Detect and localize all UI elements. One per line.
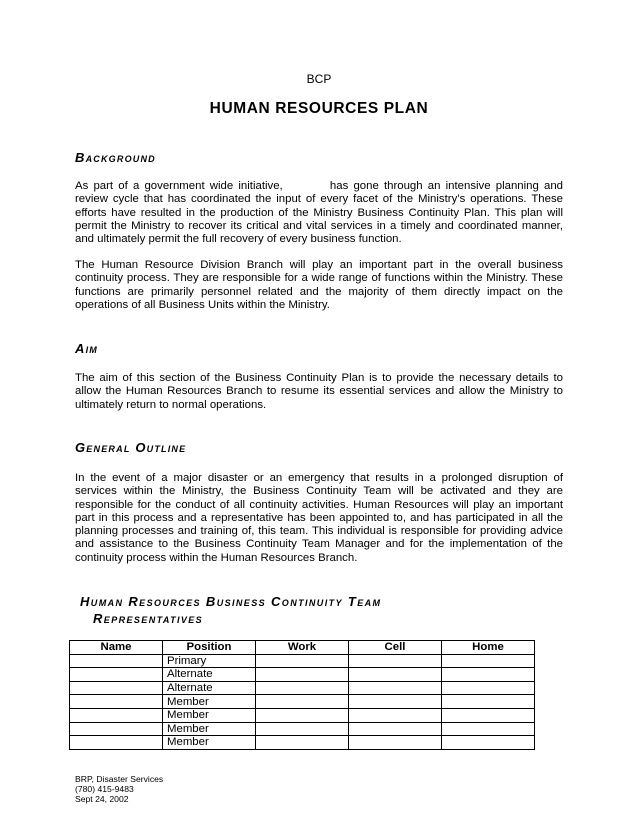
table-row — [70, 654, 535, 668]
name-cell[interactable] — [70, 695, 163, 709]
column-header-work: Work — [256, 641, 349, 655]
position-cell: Member — [163, 722, 256, 736]
aim-paragraph: The aim of this section of the Business Continuity Plan is to provide the necessary details to allow the Human Resources Branch to resume its essential services and allow the Ministry to ultimately return to normal operations. — [75, 372, 563, 411]
section-heading-general-outline: General Outline — [75, 440, 187, 455]
column-header-cell: Cell — [349, 641, 442, 655]
work-cell[interactable] — [256, 708, 349, 722]
name-cell[interactable] — [70, 722, 163, 736]
table-row — [70, 736, 535, 750]
name-cell[interactable] — [70, 708, 163, 722]
cell-phone-cell[interactable] — [349, 668, 442, 682]
table-row — [70, 668, 535, 682]
team-section-heading — [80, 593, 381, 627]
general-outline-paragraph: In the event of a major disaster or an emergency that results in a prolonged disruption of services within the Ministry, the Business Continuity Team will be activated and they are responsible for the conduct of all continuity activities. Human Resources will play an important part in this process and a representative has been appointed to, and has participated in all the planning processes and training of, this team. This individual is responsible for providing advice and assistance to the Business Continuity Team Manager and for the implementation of the continuity process within the Human Resources Branch. — [75, 472, 563, 564]
work-cell[interactable] — [256, 681, 349, 695]
cell-phone-cell[interactable] — [349, 695, 442, 709]
cell-phone-cell[interactable] — [349, 654, 442, 668]
home-cell[interactable] — [442, 668, 535, 682]
table-row — [70, 722, 535, 736]
name-cell[interactable] — [70, 681, 163, 695]
home-cell[interactable] — [442, 681, 535, 695]
work-cell[interactable] — [256, 654, 349, 668]
background-paragraph-1 — [75, 180, 563, 246]
position-cell: Member — [163, 695, 256, 709]
section-heading-aim: Aim — [75, 341, 98, 356]
table-row — [70, 681, 535, 695]
footer-line-1: BRP, Disaster Services — [75, 774, 164, 784]
home-cell[interactable] — [442, 695, 535, 709]
position-cell: Alternate — [163, 681, 256, 695]
background-paragraph-1-rest: has gone through an intensive planning and review cycle that has coordinated the input of every facet of the Ministry’s operations. These efforts have resulted in the production of the Ministry Business Continuity Plan. This plan will permit the Ministry to recover its critical and vital services in a timely and coordinated manner, and ultimately permit the full recovery of every business function. — [75, 180, 564, 246]
footer-line-2: (780) 415-9483 — [75, 784, 134, 795]
home-cell[interactable] — [442, 736, 535, 750]
work-cell[interactable] — [256, 695, 349, 709]
work-cell[interactable] — [256, 668, 349, 682]
cell-phone-cell[interactable] — [349, 681, 442, 695]
background-paragraph-1-start: As part of a government wide initiative, — [75, 180, 283, 192]
home-cell[interactable] — [442, 708, 535, 722]
background-paragraph-2: The Human Resource Division Branch will play an important part in the overall business continuity process. They are responsible for a wide range of functions within the Ministry. These functions are primarily personnel related and the majority of them directly impact on the operations of all Business Units within the Ministry. — [75, 259, 563, 311]
cell-phone-cell[interactable] — [349, 736, 442, 750]
column-header-name: Name — [70, 641, 163, 655]
document-footer — [75, 774, 163, 805]
name-cell[interactable] — [70, 654, 163, 668]
work-cell[interactable] — [256, 722, 349, 736]
page-title: HUMAN RESOURCES PLAN — [209, 100, 429, 117]
team-heading-line2: Representatives — [93, 611, 204, 626]
cell-phone-cell[interactable] — [349, 722, 442, 736]
column-header-home: Home — [442, 641, 535, 655]
column-header-position: Position — [163, 641, 256, 655]
home-cell[interactable] — [442, 654, 535, 668]
team-representatives-table — [69, 640, 535, 750]
footer-line-3: Sept 24, 2002 — [75, 794, 129, 805]
section-heading-background: Background — [75, 150, 156, 165]
position-cell: Alternate — [163, 668, 256, 682]
name-cell[interactable] — [70, 736, 163, 750]
position-cell: Member — [163, 708, 256, 722]
team-heading-line1: Human Resources Business Continuity Team — [80, 594, 382, 609]
home-cell[interactable] — [442, 722, 535, 736]
name-cell[interactable] — [70, 668, 163, 682]
table-row — [70, 695, 535, 709]
document-label: BCP — [306, 72, 332, 86]
work-cell[interactable] — [256, 736, 349, 750]
table-row — [70, 708, 535, 722]
table-header-row — [70, 641, 535, 655]
cell-phone-cell[interactable] — [349, 708, 442, 722]
position-cell: Member — [163, 736, 256, 750]
position-cell: Primary — [163, 654, 256, 668]
